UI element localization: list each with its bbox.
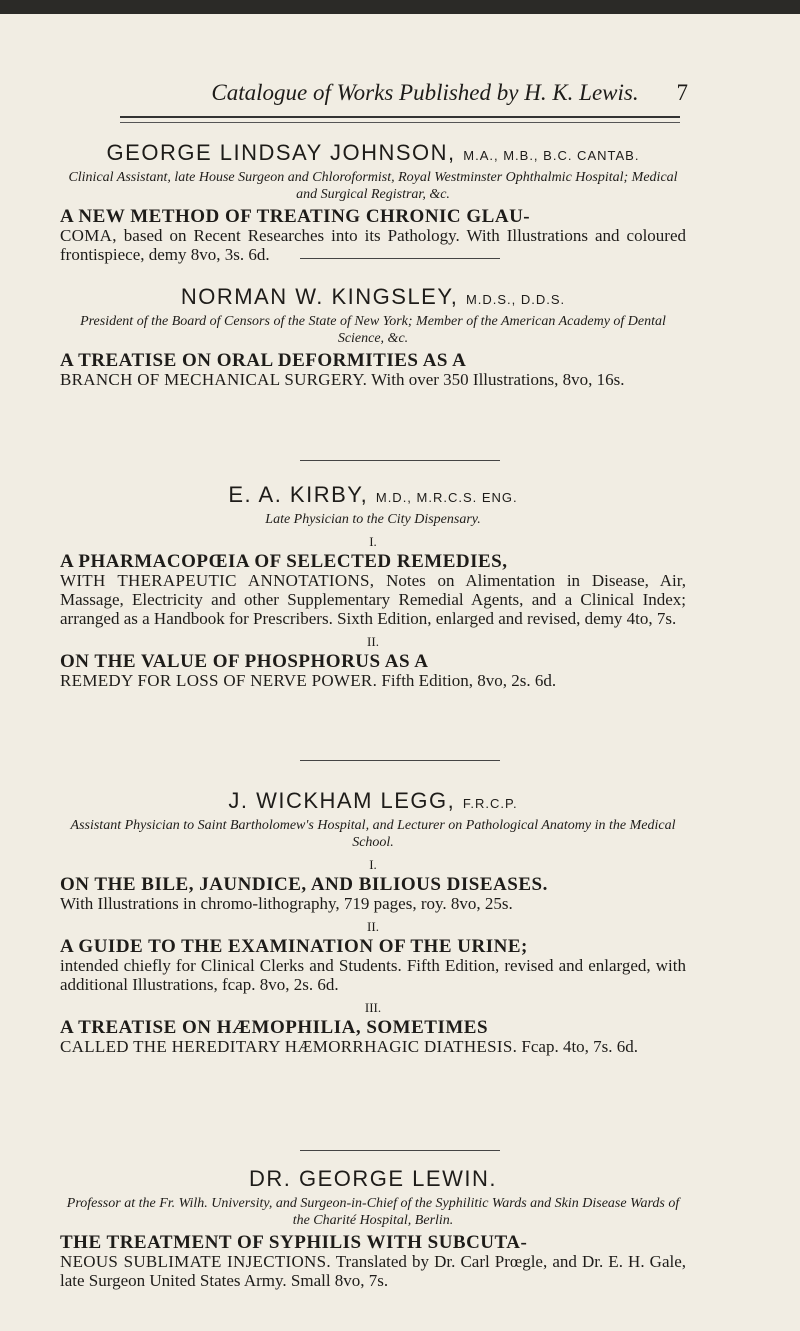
work-title: A TREATISE ON HÆMOPHILIA, SOMETIMES (60, 1017, 489, 1038)
author-name: NORMAN W. KINGSLEY, M.D.S., D.D.S. (180, 284, 566, 309)
work-item (60, 652, 686, 690)
work-title: ON THE BILE, JAUNDICE, AND BILIOUS DISEASES. (60, 874, 548, 895)
work-item (60, 351, 686, 389)
entry-separator (300, 760, 500, 761)
author-name: E. A. KIRBY, M.D., M.R.C.S. ENG. (228, 482, 518, 507)
work-title: A PHARMACOPŒIA OF SELECTED REMEDIES, (60, 551, 508, 572)
work-details: Fifth Edition, 8vo, 2s. 6d. (381, 671, 557, 690)
work-item (60, 937, 686, 994)
work-title-rest: REMEDY FOR LOSS OF NERVE POWER. (60, 671, 378, 690)
work-title-rest: NEOUS SUBLIMATE INJECTIONS. (60, 1252, 331, 1271)
running-header: Catalogue of Works Published by H. K. Lewis. (211, 80, 639, 105)
work-numeral: II. (367, 634, 379, 649)
catalogue-entry-lewin (60, 1166, 686, 1290)
author-name: J. WICKHAM LEGG, F.R.C.P. (228, 788, 518, 813)
author-description: President of the Board of Censors of the State of New York; Member of the American Academy of Dental Science, &c. (80, 314, 666, 346)
work-numeral: II. (367, 919, 379, 934)
catalogue-entry-kirby (60, 482, 686, 690)
work-numeral: I. (369, 534, 377, 549)
work-details: With Illustrations in chromo-lithography, 719 pages, roy. 8vo, 25s. (60, 894, 513, 913)
work-details: Notes on Alimentation in Disease, Air, Massage, Electricity and other Supplementary Remedial Agents, and a Clinical Index; arranged as a Handbook for Prescribers. Sixth Edition, enlarged and revised, demy 4to, 7s. (60, 571, 686, 628)
author-name: DR. GEORGE LEWIN. (249, 1166, 497, 1191)
entry-separator (300, 460, 500, 461)
scan-top-edge (0, 0, 800, 14)
work-details: intended chiefly for Clinical Clerks and Students. Fifth Edition, revised and enlarged, with additional Illustrations, fcap. 8vo, 2s. 6d. (60, 956, 686, 994)
work-title-rest: WITH THERAPEUTIC ANNOTATIONS, (60, 571, 375, 590)
work-item (60, 875, 686, 913)
work-title: ON THE VALUE OF PHOSPHORUS AS A (60, 651, 429, 672)
work-title-rest: BRANCH OF MECHANICAL SURGERY. (60, 370, 368, 389)
author-description: Late Physician to the City Dispensary. (265, 512, 481, 527)
work-item (60, 552, 686, 628)
catalogue-entry-kingsley (60, 284, 686, 389)
header-rule-thin (120, 122, 680, 123)
author-degrees: M.D.S., D.D.S. (465, 292, 566, 307)
work-details: Translated by Dr. Carl Prœgle, and Dr. E. H. Gale, late Surgeon United States Army. Small 8vo, 7s. (60, 1252, 687, 1290)
header-rule (120, 116, 680, 118)
author-name: GEORGE LINDSAY JOHNSON, M.A., M.B., B.C. CANTAB. (106, 140, 640, 165)
work-title-rest: CALLED THE HEREDITARY HÆMORRHAGIC DIATHESIS. (60, 1037, 518, 1056)
work-title: A GUIDE TO THE EXAMINATION OF THE URINE; (60, 936, 528, 957)
work-item (60, 207, 686, 264)
catalogue-entry-johnson (60, 140, 686, 264)
author-degrees: M.D., M.R.C.S. ENG. (375, 490, 518, 505)
work-numeral: III. (364, 1000, 382, 1015)
author-description: Professor at the Fr. Wilh. University, and Surgeon-in-Chief of the Syphilitic Wards and Skin Disease Wards of the Charité Hospital, Berlin. (66, 1196, 680, 1228)
work-title: A NEW METHOD OF TREATING CHRONIC GLAU- (60, 206, 531, 227)
work-title: A TREATISE ON ORAL DEFORMITIES AS A (60, 350, 467, 371)
work-details: Fcap. 4to, 7s. 6d. (521, 1037, 639, 1056)
author-degrees: M.A., M.B., B.C. CANTAB. (463, 148, 640, 163)
entry-separator (300, 258, 500, 259)
work-details: With over 350 Illustrations, 8vo, 16s. (371, 370, 625, 389)
author-description: Clinical Assistant, late House Surgeon and Chloroformist, Royal Westminster Ophthalmic Hospital; Medical and Surgical Registrar, &c. (68, 170, 678, 202)
catalogue-entry-legg (60, 788, 686, 1056)
entry-separator (300, 1150, 500, 1151)
work-item (60, 1018, 686, 1056)
work-title-rest: COMA, (60, 226, 117, 245)
author-degrees: F.R.C.P. (462, 796, 518, 811)
page-number: 7 (676, 80, 688, 105)
author-description: Assistant Physician to Saint Bartholomew's Hospital, and Lecturer on Pathological Anatomy in the Medical School. (70, 818, 676, 850)
work-details: based on Recent Researches into its Pathology. With Illustrations and coloured frontispiece, demy 8vo, 3s. 6d. (60, 226, 687, 264)
work-numeral: I. (369, 857, 377, 872)
work-title: THE TREATMENT OF SYPHILIS WITH SUBCUTA- (60, 1232, 528, 1253)
work-item (60, 1233, 686, 1290)
